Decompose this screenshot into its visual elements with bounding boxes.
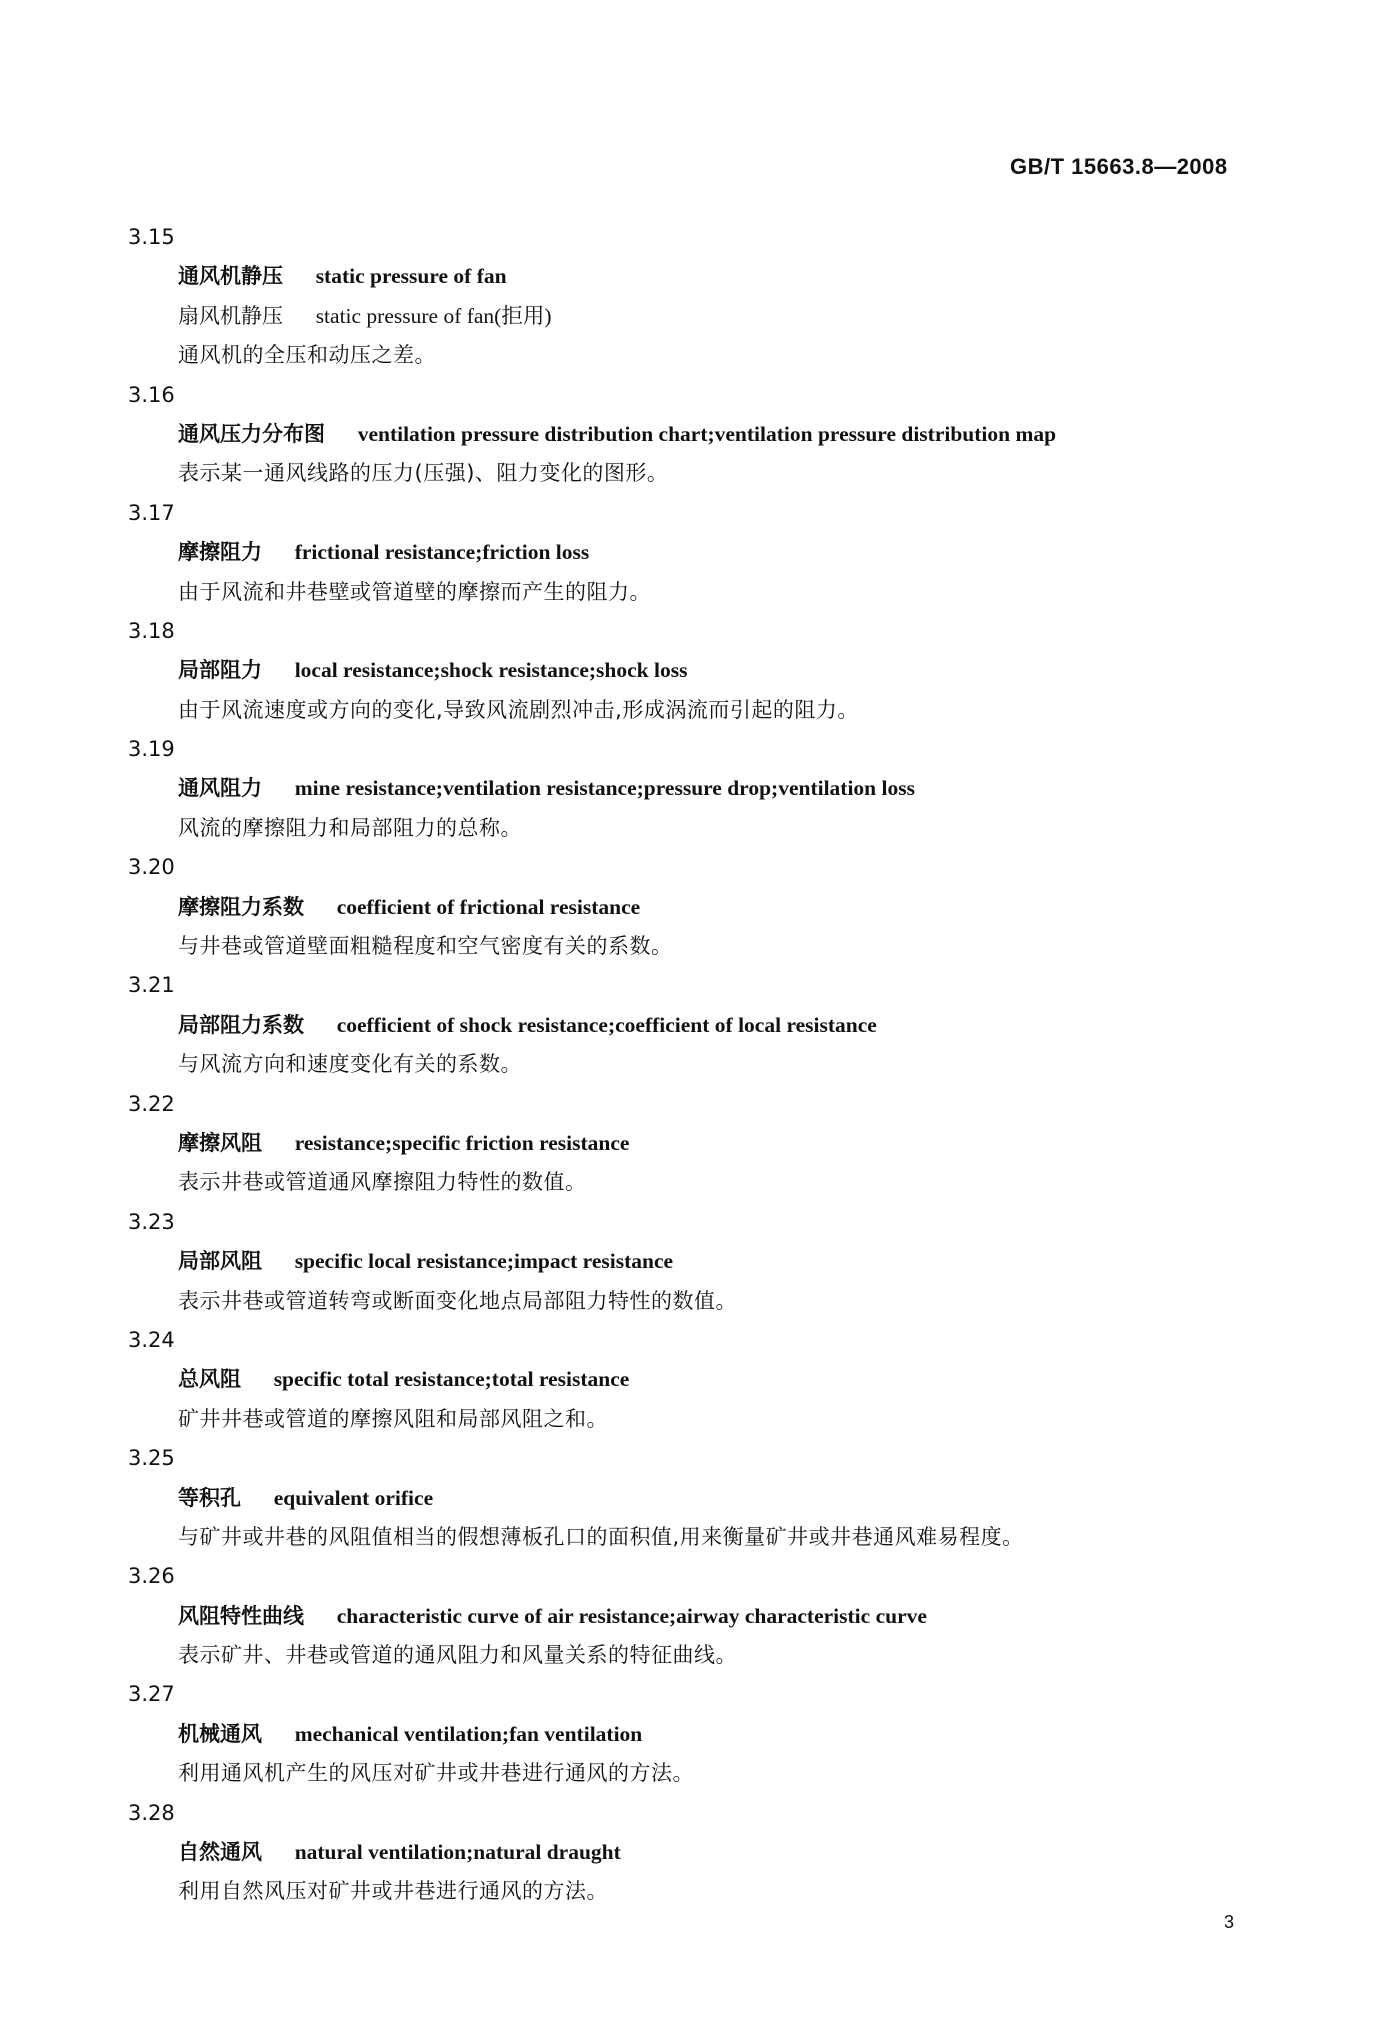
term-number: 3.27 xyxy=(128,1682,175,1707)
term-heading xyxy=(128,1597,1268,1636)
term-heading xyxy=(128,888,1268,927)
term-english: static pressure of fan xyxy=(315,264,507,289)
term-entry xyxy=(128,1794,1268,1912)
term-alternate xyxy=(128,297,1268,336)
term-heading xyxy=(128,257,1268,296)
term-entry xyxy=(128,376,1268,494)
term-entry xyxy=(128,1675,1268,1793)
term-definition: 风流的摩擦阻力和局部阻力的总称。 xyxy=(178,815,522,840)
term-entry xyxy=(128,1085,1268,1203)
term-definition: 与风流方向和速度变化有关的系数。 xyxy=(178,1052,522,1077)
terms-list xyxy=(128,218,1268,1912)
term-number: 3.18 xyxy=(128,618,175,643)
term-number: 3.15 xyxy=(128,225,175,249)
term-english: specific local resistance;impact resistance xyxy=(294,1249,674,1274)
term-chinese: 自然通风 xyxy=(178,1840,262,1865)
term-number: 3.19 xyxy=(128,737,175,762)
term-english: local resistance;shock resistance;shock loss xyxy=(294,658,688,683)
term-heading xyxy=(128,1006,1268,1045)
term-entry xyxy=(128,612,1268,730)
term-definition: 与井巷或管道壁面粗糙程度和空气密度有关的系数。 xyxy=(178,934,673,959)
term-chinese: 局部阻力系数 xyxy=(178,1012,304,1037)
page-number: 3 xyxy=(1224,1912,1235,1932)
term-heading xyxy=(128,533,1268,572)
term-chinese: 等积孔 xyxy=(178,1485,241,1510)
term-definition: 利用自然风压对矿井或井巷进行通风的方法。 xyxy=(178,1879,608,1904)
term-entry xyxy=(128,730,1268,848)
term-number: 3.21 xyxy=(128,973,175,998)
term-entry xyxy=(128,1439,1268,1557)
term-number: 3.20 xyxy=(128,855,175,880)
term-heading xyxy=(128,1242,1268,1281)
standard-code-header: GB/T 15663.8—2008 xyxy=(1010,154,1228,179)
term-definition: 通风机的全压和动压之差。 xyxy=(178,343,436,368)
term-english: equivalent orifice xyxy=(273,1485,434,1510)
term-english: specific total resistance;total resistance xyxy=(273,1367,630,1392)
term-number: 3.17 xyxy=(128,500,175,525)
term-chinese: 通风机静压 xyxy=(178,264,283,289)
term-alt-english: static pressure of fan(拒用) xyxy=(315,303,552,328)
term-english: resistance;specific friction resistance xyxy=(294,1130,630,1155)
term-alt-chinese: 扇风机静压 xyxy=(178,303,283,328)
term-english: frictional resistance;friction loss xyxy=(294,540,590,565)
term-heading xyxy=(128,769,1268,808)
term-english: coefficient of shock resistance;coefficient of local resistance xyxy=(336,1012,877,1037)
term-heading xyxy=(128,415,1268,454)
term-entry xyxy=(128,1321,1268,1439)
term-definition: 表示某一通风线路的压力(压强)、阻力变化的图形。 xyxy=(178,461,669,486)
term-number: 3.16 xyxy=(128,382,175,407)
term-entry xyxy=(128,1203,1268,1321)
term-number: 3.24 xyxy=(128,1327,175,1352)
term-chinese: 局部风阻 xyxy=(178,1249,262,1274)
term-number: 3.22 xyxy=(128,1091,175,1116)
term-entry xyxy=(128,218,1268,376)
term-heading xyxy=(128,1124,1268,1163)
term-number: 3.23 xyxy=(128,1209,175,1234)
term-heading xyxy=(128,1715,1268,1754)
term-definition: 表示矿井、井巷或管道的通风阻力和风量关系的特征曲线。 xyxy=(178,1643,737,1668)
term-english: characteristic curve of air resistance;airway characteristic curve xyxy=(336,1603,927,1628)
term-chinese: 摩擦风阻 xyxy=(178,1130,262,1155)
term-heading xyxy=(128,651,1268,690)
term-definition: 利用通风机产生的风压对矿井或井巷进行通风的方法。 xyxy=(178,1761,694,1786)
term-entry xyxy=(128,1557,1268,1675)
term-english: coefficient of frictional resistance xyxy=(336,894,641,919)
term-chinese: 摩擦阻力 xyxy=(178,540,262,565)
term-number: 3.26 xyxy=(128,1564,175,1589)
term-entry xyxy=(128,966,1268,1084)
term-chinese: 机械通风 xyxy=(178,1721,262,1746)
term-definition: 由于风流和井巷壁或管道壁的摩擦而产生的阻力。 xyxy=(178,579,651,604)
term-number: 3.25 xyxy=(128,1446,175,1471)
term-chinese: 总风阻 xyxy=(178,1367,241,1392)
term-chinese: 局部阻力 xyxy=(178,658,262,683)
term-english: natural ventilation;natural draught xyxy=(294,1840,621,1865)
term-english: ventilation pressure distribution chart;ventilation pressure distribution map xyxy=(357,421,1057,446)
term-definition: 表示井巷或管道通风摩擦阻力特性的数值。 xyxy=(178,1170,587,1195)
term-number: 3.28 xyxy=(128,1800,175,1825)
term-english: mechanical ventilation;fan ventilation xyxy=(294,1721,643,1746)
term-definition: 与矿井或井巷的风阻值相当的假想薄板孔口的面积值,用来衡量矿井或井巷通风难易程度。 xyxy=(178,1524,1024,1549)
term-definition: 矿井井巷或管道的摩擦风阻和局部风阻之和。 xyxy=(178,1406,608,1431)
term-definition: 表示井巷或管道转弯或断面变化地点局部阻力特性的数值。 xyxy=(178,1288,737,1313)
term-entry xyxy=(128,494,1268,612)
term-heading xyxy=(128,1479,1268,1518)
term-chinese: 通风阻力 xyxy=(178,776,262,801)
term-chinese: 摩擦阻力系数 xyxy=(178,894,304,919)
term-definition: 由于风流速度或方向的变化,导致风流剧烈冲击,形成涡流而引起的阻力。 xyxy=(178,697,859,722)
term-entry xyxy=(128,848,1268,966)
term-chinese: 通风压力分布图 xyxy=(178,421,325,446)
term-chinese: 风阻特性曲线 xyxy=(178,1603,304,1628)
term-heading xyxy=(128,1833,1268,1872)
term-heading xyxy=(128,1360,1268,1399)
term-english: mine resistance;ventilation resistance;pressure drop;ventilation loss xyxy=(294,776,915,801)
